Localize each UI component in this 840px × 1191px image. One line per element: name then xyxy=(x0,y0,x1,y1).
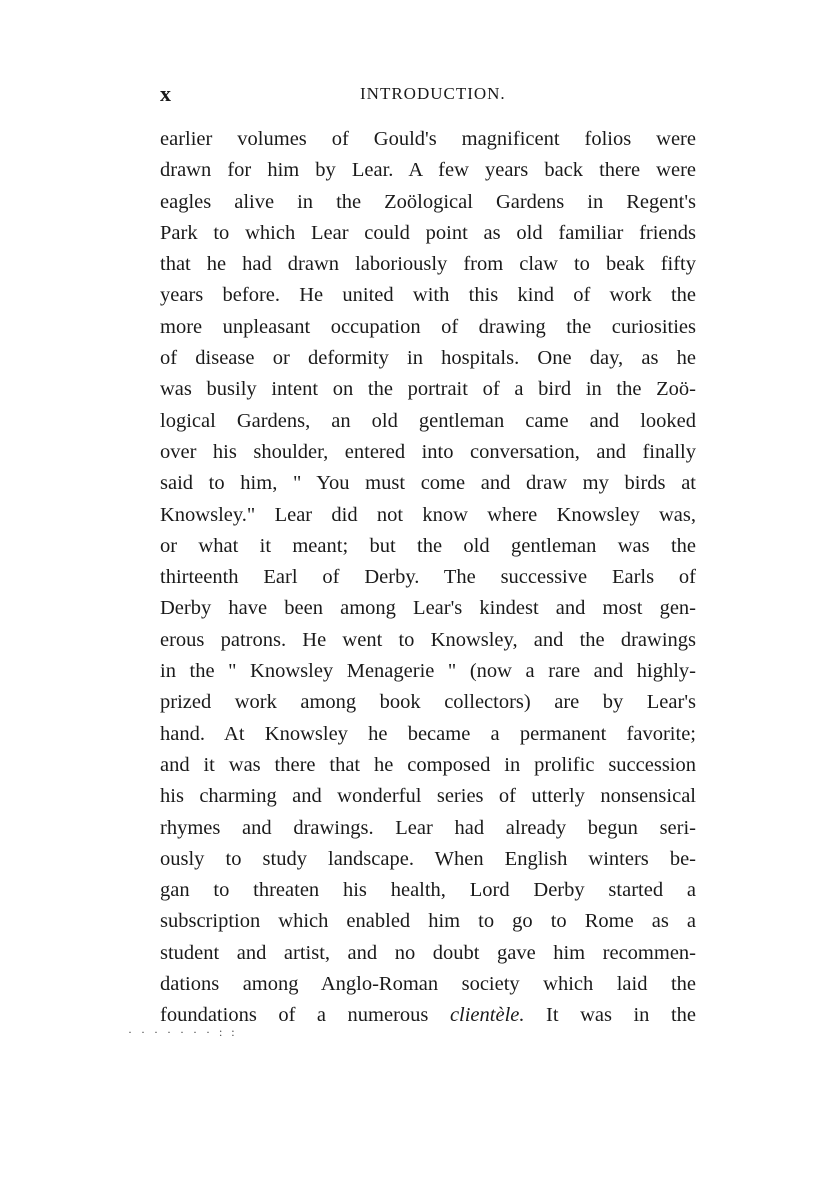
chapter-title: INTRODUCTION. xyxy=(360,84,506,103)
text-line: rhymes and drawings. Lear had already begun seri- xyxy=(160,816,696,839)
text-line-final xyxy=(160,1000,696,1031)
final-line-start: foundations of a numerous xyxy=(160,1004,429,1027)
text-line: hand. At Knowsley he became a permanent favorite; xyxy=(160,722,696,745)
text-line: prized work among book collectors) are by Lear's xyxy=(160,691,696,714)
page-number: x xyxy=(160,81,171,106)
italic-word: clientèle. xyxy=(449,1004,525,1027)
text-line: earlier volumes of Gould's magnificent folios were xyxy=(160,128,696,150)
final-line-end: It was in the xyxy=(546,1004,697,1027)
text-line: over his shoulder, entered into conversation, and finally xyxy=(160,440,696,463)
text-line: logical Gardens, an old gentleman came and looked xyxy=(160,409,696,432)
text-line: that he had drawn laboriously from claw to beak fifty xyxy=(160,253,696,276)
text-line: Park to which Lear could point as old familiar friends xyxy=(160,221,696,244)
text-line: drawn for him by Lear. A few years back there were xyxy=(160,159,696,182)
text-line: and it was there that he composed in prolific succession xyxy=(160,753,696,776)
text-line: thirteenth Earl of Derby. The successive Earls of xyxy=(160,566,696,589)
text-line: subscription which enabled him to go to Rome as a xyxy=(160,910,696,933)
text-line: more unpleasant occupation of drawing the curiosities xyxy=(160,315,696,338)
print-specks: · · · · · · · : : xyxy=(128,1025,238,1039)
running-head xyxy=(160,82,695,106)
text-line: ously to study landscape. When English winters be- xyxy=(160,847,696,870)
text-line: his charming and wonderful series of utterly nonsensical xyxy=(160,785,696,808)
text-line: of disease or deformity in hospitals. One day, as he xyxy=(160,347,696,370)
text-line: in the " Knowsley Menagerie " (now a rare and highly- xyxy=(160,660,696,683)
text-line: was busily intent on the portrait of a bird in the Zoö- xyxy=(160,378,696,401)
text-line: said to him, " You must come and draw my birds at xyxy=(160,472,696,495)
text-line: eagles alive in the Zoölogical Gardens in Regent's xyxy=(160,190,696,213)
text-line: Knowsley." Lear did not know where Knowsley was, xyxy=(160,503,696,526)
text-line: or what it meant; but the old gentleman was the xyxy=(160,534,696,557)
text-line: erous patrons. He went to Knowsley, and the drawings xyxy=(160,628,696,651)
text-line: Derby have been among Lear's kindest and most gen- xyxy=(160,597,696,620)
text-line: dations among Anglo-Roman society which laid the xyxy=(160,973,696,996)
text-line: student and artist, and no doubt gave him recommen- xyxy=(160,941,696,964)
text-line: years before. He united with this kind of work the xyxy=(160,284,696,307)
body-paragraph xyxy=(160,124,696,1032)
text-line: gan to threaten his health, Lord Derby started a xyxy=(160,879,696,902)
